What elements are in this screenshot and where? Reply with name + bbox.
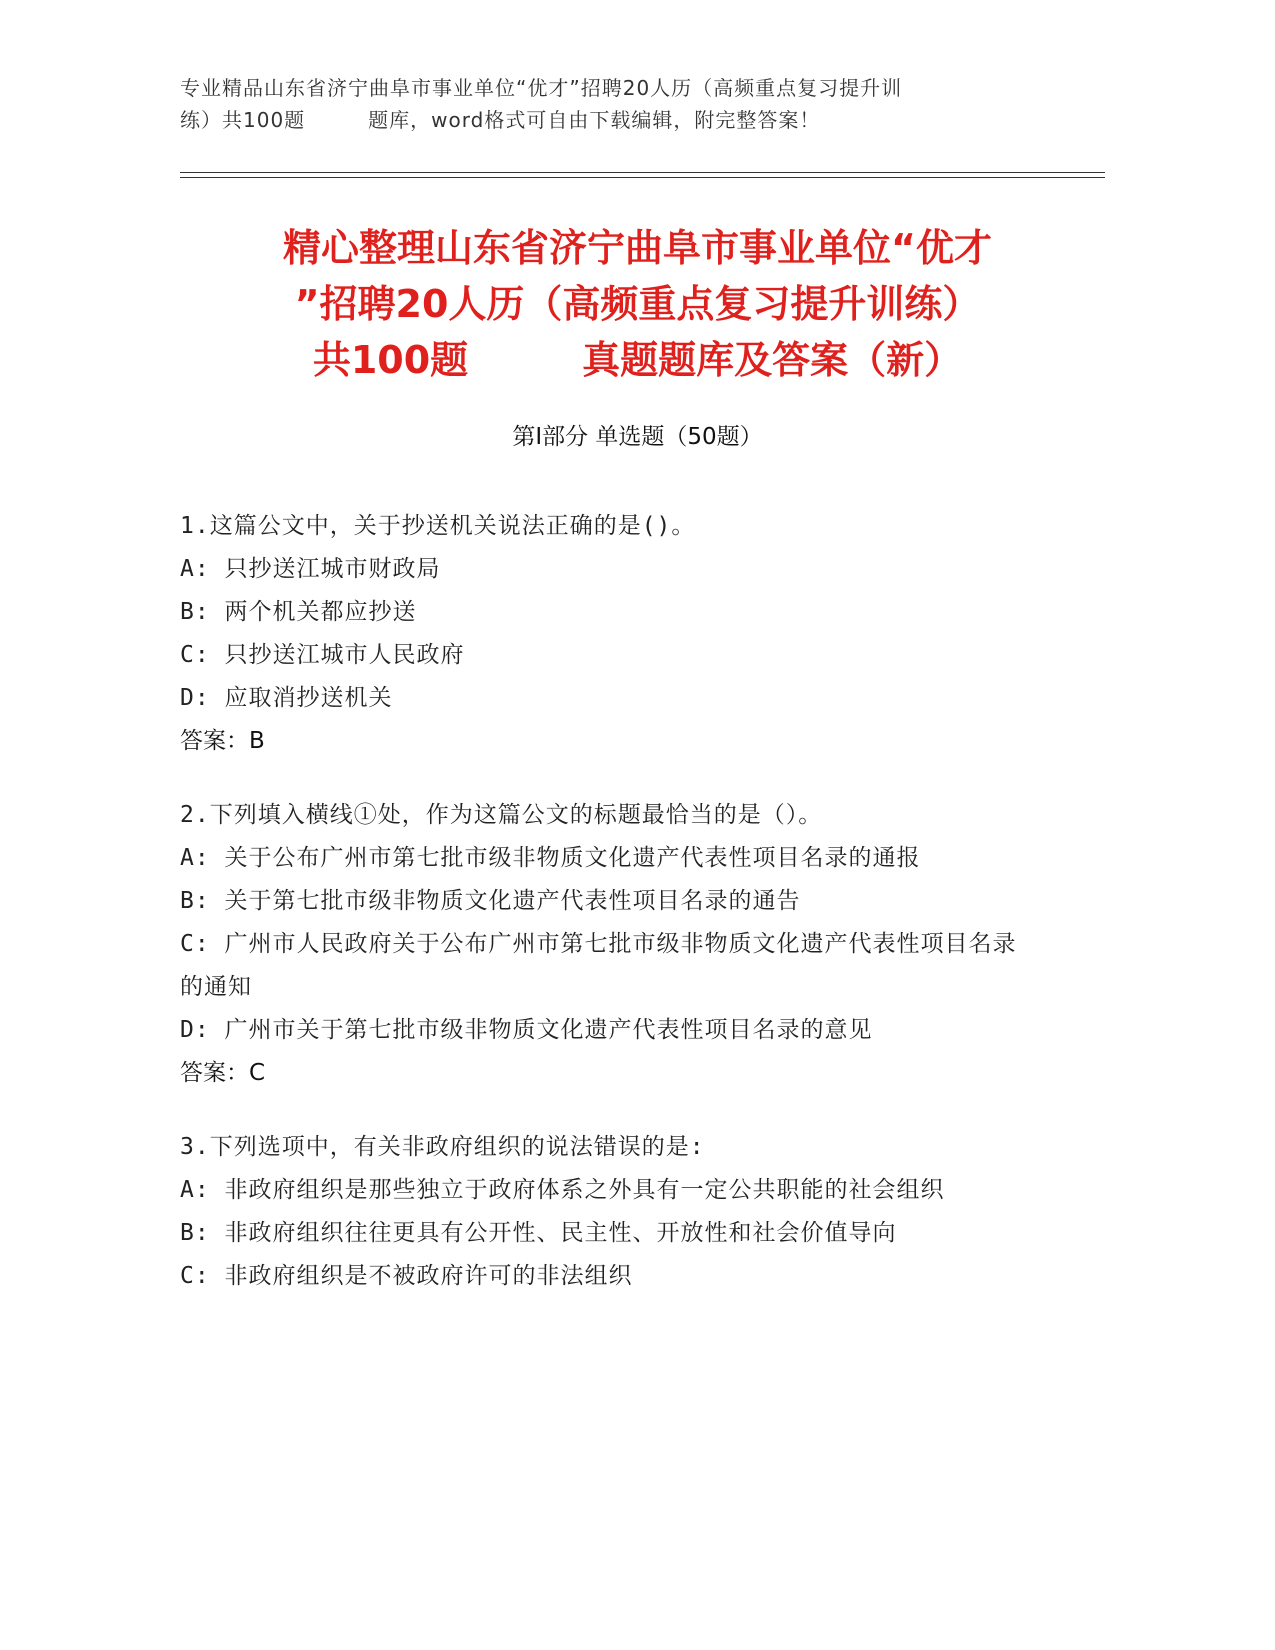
header-line-1: 专业精品山东省济宁曲阜市事业单位“优才”招聘20人历（高频重点复习提升训: [180, 76, 903, 100]
header-divider-bottom: [180, 177, 1105, 178]
question-stem: 1.这篇公文中，关于抄送机关说法正确的是()。: [180, 513, 696, 539]
answer: 答案：C: [180, 1060, 266, 1086]
title-line-3: 共100题 真题题库及答案（新）: [312, 338, 963, 382]
section-title: 第Ⅰ部分 单选题（50题）: [512, 424, 763, 450]
option-a: A: 只抄送江城市财政局: [180, 556, 441, 582]
option-c: C: 非政府组织是不被政府许可的非法组织: [180, 1263, 633, 1289]
option-b: B: 非政府组织往往更具有公开性、民主性、开放性和社会价值导向: [180, 1220, 897, 1246]
option-c: C: 只抄送江城市人民政府: [180, 642, 465, 668]
question-2: [180, 794, 1040, 1095]
question-3: [180, 1126, 1040, 1298]
title-line-1: 精心整理山东省济宁曲阜市事业单位“优才: [283, 226, 992, 270]
answer: 答案：B: [180, 728, 265, 754]
option-b: B: 关于第七批市级非物质文化遗产代表性项目名录的通告: [180, 888, 801, 914]
question-list: [180, 505, 1040, 1329]
option-d: D: 广州市关于第七批市级非物质文化遗产代表性项目名录的意见: [180, 1017, 873, 1043]
option-b: B: 两个机关都应抄送: [180, 599, 417, 625]
option-a: A: 非政府组织是那些独立于政府体系之外具有一定公共职能的社会组织: [180, 1177, 945, 1203]
title-line-2: ”招聘20人历（高频重点复习提升训练）: [294, 282, 981, 326]
option-c: C: 广州市人民政府关于公布广州市第七批市级非物质文化遗产代表性项目名录的通知: [180, 931, 1017, 1000]
header-line-2: 练）共100题 题库，word格式可自由下载编辑，附完整答案！: [180, 108, 821, 132]
question-stem: 2.下列填入横线①处，作为这篇公文的标题最恰当的是（）。: [180, 802, 823, 828]
question-1: [180, 505, 1040, 763]
header-divider-top: [180, 172, 1105, 173]
question-stem: 3.下列选项中，有关非政府组织的说法错误的是:: [180, 1134, 705, 1160]
document-title: [150, 220, 1125, 388]
option-d: D: 应取消抄送机关: [180, 685, 393, 711]
option-a: A: 关于公布广州市第七批市级非物质文化遗产代表性项目名录的通报: [180, 845, 921, 871]
document-header: [180, 72, 1040, 136]
